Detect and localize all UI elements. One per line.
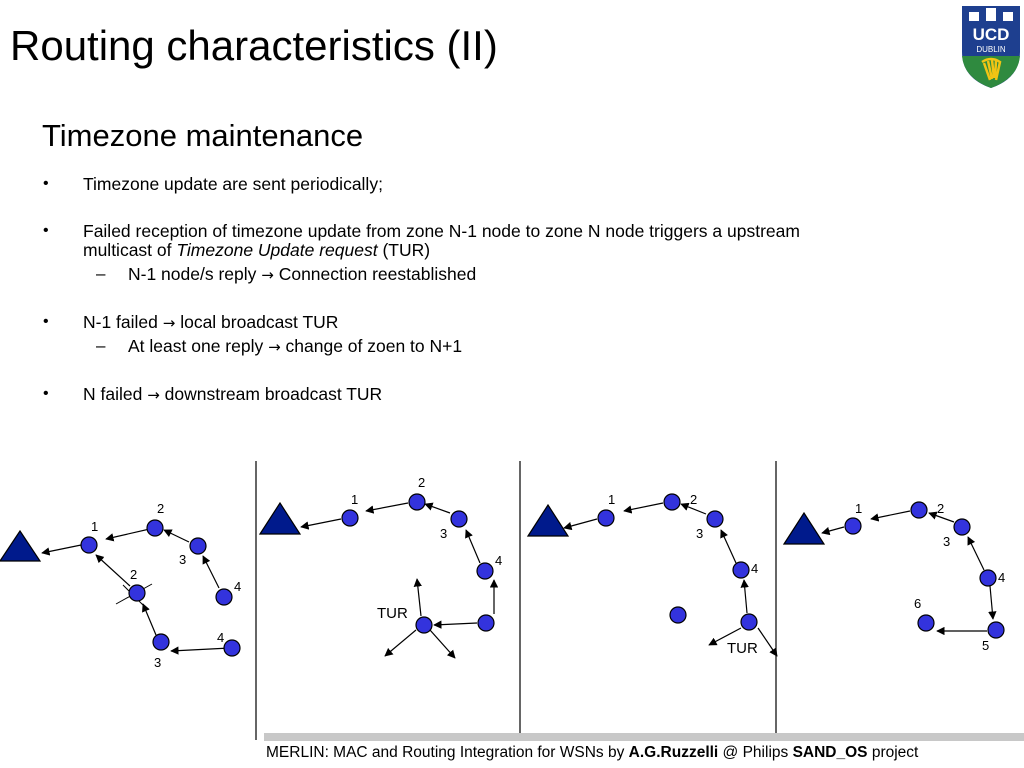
sensor-node (451, 511, 467, 527)
panel-2-labels (351, 475, 502, 622)
panel-2 (260, 494, 494, 658)
sensor-node (954, 519, 970, 535)
node-label: 1 (91, 519, 99, 534)
sink-node (784, 513, 824, 544)
node-label: 1 (855, 501, 863, 516)
bullet-periodic-update: Timezone update are sent periodically; (83, 174, 383, 194)
bullet-n-failed: N failed → downstream broadcast TUR (83, 384, 383, 404)
bullet-failed-reception-line2: multicast of Timezone Update request (TUR) (83, 240, 431, 260)
panel-1 (0, 520, 240, 656)
panel-4 (784, 502, 1004, 638)
bullet-marker: • (43, 222, 49, 239)
node-label: 6 (914, 596, 922, 611)
section-subtitle: Timezone maintenance (42, 118, 364, 153)
bullet-failed-reception-line1: Failed reception of timezone update from zone N-1 node to zone N node triggers a upstream (83, 221, 800, 241)
sensor-node (670, 607, 686, 623)
arrow-right-icon: → (147, 386, 160, 404)
timezone-diagram (0, 455, 1024, 745)
sink-node (260, 503, 300, 534)
tur-label: TUR (727, 640, 758, 657)
sensor-node (918, 615, 934, 631)
slide-title: Routing characteristics (II) (10, 22, 498, 69)
node-label: 1 (351, 492, 359, 507)
sensor-node (129, 585, 145, 601)
sensor-node (224, 640, 240, 656)
arrow-right-icon: → (261, 266, 274, 284)
dash-marker: – (96, 264, 106, 283)
tur-label: TUR (377, 605, 408, 622)
node-label: 3 (440, 526, 448, 541)
node-label: 3 (943, 534, 951, 549)
sensor-node (911, 502, 927, 518)
bullet-marker: • (43, 175, 49, 192)
node-label: 2 (157, 501, 165, 516)
sub-bullet-zone-change: At least one reply → change of zoen to N+1 (128, 336, 463, 356)
sensor-node (598, 510, 614, 526)
footer-bar (264, 733, 1024, 741)
node-label: 4 (234, 579, 242, 594)
logo-text-dublin: DUBLIN (976, 45, 1006, 54)
node-label: 2 (690, 492, 698, 507)
sensor-node (147, 520, 163, 536)
sensor-node (81, 537, 97, 553)
sensor-node (733, 562, 749, 578)
node-label: 3 (179, 552, 187, 567)
sensor-node (664, 494, 680, 510)
sensor-node (153, 634, 169, 650)
node-label: 3 (154, 655, 162, 670)
node-label: 5 (982, 638, 990, 653)
node-label: 2 (937, 501, 945, 516)
sensor-node (190, 538, 206, 554)
sensor-node (741, 614, 757, 630)
bullet-n1-failed: N-1 failed → local broadcast TUR (83, 312, 339, 332)
sensor-node (988, 622, 1004, 638)
sensor-node (342, 510, 358, 526)
bullet-marker: • (43, 313, 49, 330)
sensor-node (416, 617, 432, 633)
sensor-node (980, 570, 996, 586)
node-label: 2 (130, 567, 138, 582)
ucd-logo (960, 2, 1022, 90)
node-label: 4 (751, 561, 759, 576)
sensor-node (477, 563, 493, 579)
sensor-node (707, 511, 723, 527)
sensor-node (845, 518, 861, 534)
sensor-node (216, 589, 232, 605)
sink-node (0, 531, 40, 561)
arrow-right-icon: → (268, 338, 281, 356)
node-label: 2 (418, 475, 426, 490)
node-label: 3 (696, 526, 704, 541)
sink-node (528, 505, 568, 536)
footer-credit: MERLIN: MAC and Routing Integration for WSNs by A.G.Ruzzelli @ Philips SAND_OS project (266, 744, 919, 761)
panel-3 (528, 494, 777, 656)
sub-bullet-reconnect: N-1 node/s reply → Connection reestablished (128, 264, 477, 284)
node-label: 1 (608, 492, 616, 507)
dash-marker: – (96, 336, 106, 355)
node-label: 4 (495, 553, 503, 568)
sensor-node (409, 494, 425, 510)
bullet-marker: • (43, 385, 49, 402)
logo-text-ucd: UCD (972, 25, 1010, 44)
sensor-node (478, 615, 494, 631)
node-label: 4 (217, 630, 225, 645)
node-label: 4 (998, 570, 1006, 585)
arrow-right-icon: → (162, 314, 176, 332)
